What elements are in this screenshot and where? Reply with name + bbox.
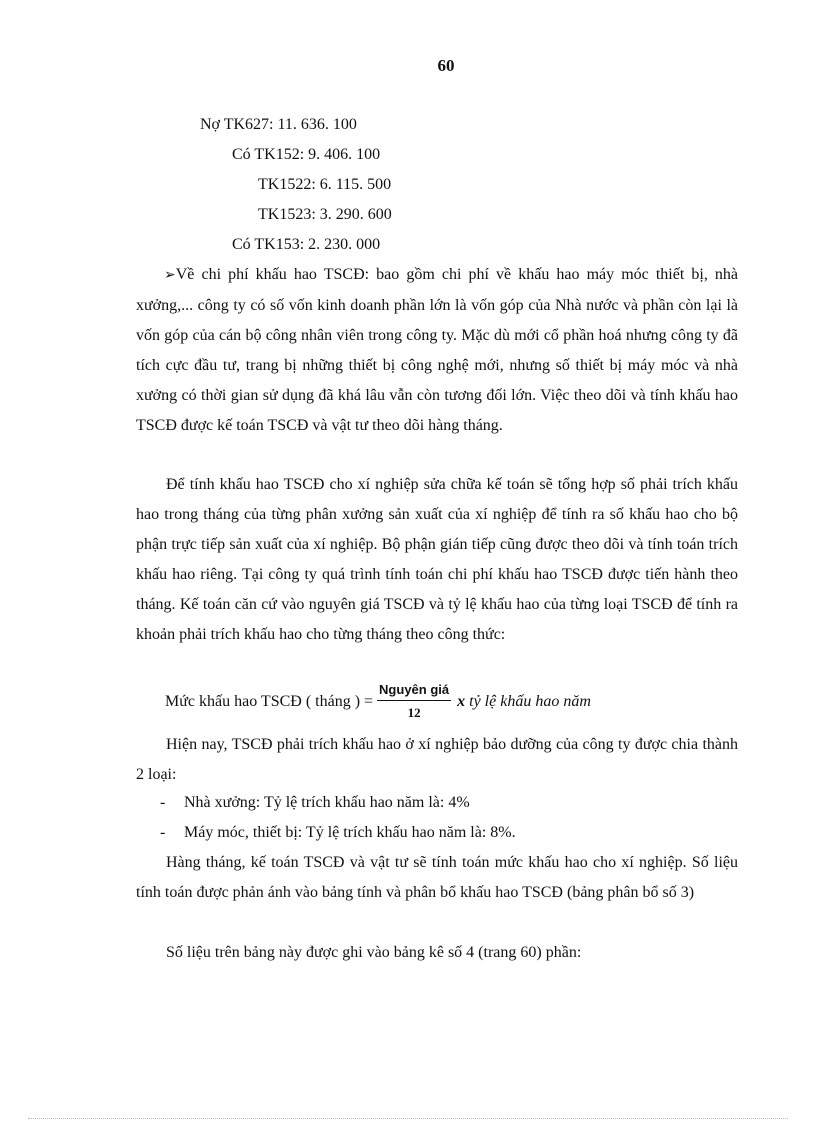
footer-divider: [28, 1118, 788, 1119]
paragraph-1-text: Về chi phí khấu hao TSCĐ: bao gồm chi phí về khấu hao máy móc thiết bị, nhà xưởng,... công ty có số vốn kinh doanh phần lớn là vốn góp của Nhà nước và phần còn lại là vốn góp của cán bộ công nhân viên trong công ty. Mặc dù mới cổ phần hoá nhưng công ty đã tích cực đầu tư, trang bị những thiết bị công nghệ mới, nhưng số thiết bị máy móc và nhà xưởng có thời gian sử dụng đã khá lâu vẫn còn tương đối lớn. Việc theo dõi và tính khấu hao TSCĐ được kế toán TSCĐ và vật tư theo dõi hàng tháng.: [136, 266, 738, 434]
paragraph-4-text: Hàng tháng, kế toán TSCĐ và vật tư sẽ tính toán mức khấu hao cho xí nghiệp. Số liệu tính toán được phản ánh vào bảng tính và phân bổ khấu hao TSCĐ (bảng phân bổ số 3): [136, 854, 738, 901]
bullet-item-machinery: - Máy móc, thiết bị: Tỷ lệ trích khấu hao năm là: 8%.: [160, 824, 516, 841]
formula-times: x: [457, 692, 466, 710]
paragraph-calculation-method: [136, 470, 738, 650]
formula-numerator: Nguyên giá: [377, 682, 451, 701]
formula-denominator: 12: [407, 705, 421, 720]
paragraph-3-text: Hiện nay, TSCĐ phải trích khấu hao ở xí nghiệp bảo dưỡng của công ty được chia thành 2 loại:: [136, 736, 738, 783]
paragraph-5-text: Số liệu trên bảng này được ghi vào bảng kê số 4 (trang 60) phần:: [166, 944, 582, 961]
depreciation-formula: [165, 682, 591, 721]
paragraph-asset-types: [136, 730, 738, 790]
arrow-bullet-icon: ➢: [164, 268, 176, 283]
entry-sub-1523: TK1523: 3. 290. 600: [258, 206, 392, 223]
entry-credit-152: Có TK152: 9. 406. 100: [232, 146, 381, 163]
formula-rate: tỷ lệ khấu hao năm: [469, 692, 591, 710]
paragraph-ledger-note: [136, 938, 738, 968]
paragraph-depreciation-intro: [136, 260, 738, 441]
paragraph-monthly-calc: [136, 848, 738, 908]
entry-sub-1522: TK1522: 6. 115. 500: [258, 176, 392, 193]
bullet-item-workshop: - Nhà xưởng: Tỷ lệ trích khấu hao năm là: 4%: [160, 794, 470, 811]
page-number: 60: [437, 56, 455, 75]
formula-lhs: Mức khấu hao TSCĐ ( tháng ) =: [165, 692, 374, 710]
paragraph-2-text: Để tính khấu hao TSCĐ cho xí nghiệp sửa chữa kế toán sẽ tổng hợp số phải trích khấu hao trong tháng của từng phân xưởng sản xuất của xí nghiệp để tính ra số khấu hao cho bộ phận trực tiếp sản xuất của xí nghiệp. Bộ phận gián tiếp cũng được theo dõi và tính toán trích khấu hao riêng. Tại công ty quá trình tính toán chi phí khấu hao TSCĐ được tiến hành theo tháng. Kế toán căn cứ vào nguyên giá TSCĐ và tỷ lệ khấu hao của từng loại TSCĐ để tính ra khoản phải trích khấu hao cho từng tháng theo công thức:: [136, 476, 738, 643]
formula-fraction: [377, 682, 451, 721]
entry-debit: Nợ TK627: 11. 636. 100: [200, 116, 357, 133]
entry-credit-153: Có TK153: 2. 230. 000: [232, 236, 381, 253]
